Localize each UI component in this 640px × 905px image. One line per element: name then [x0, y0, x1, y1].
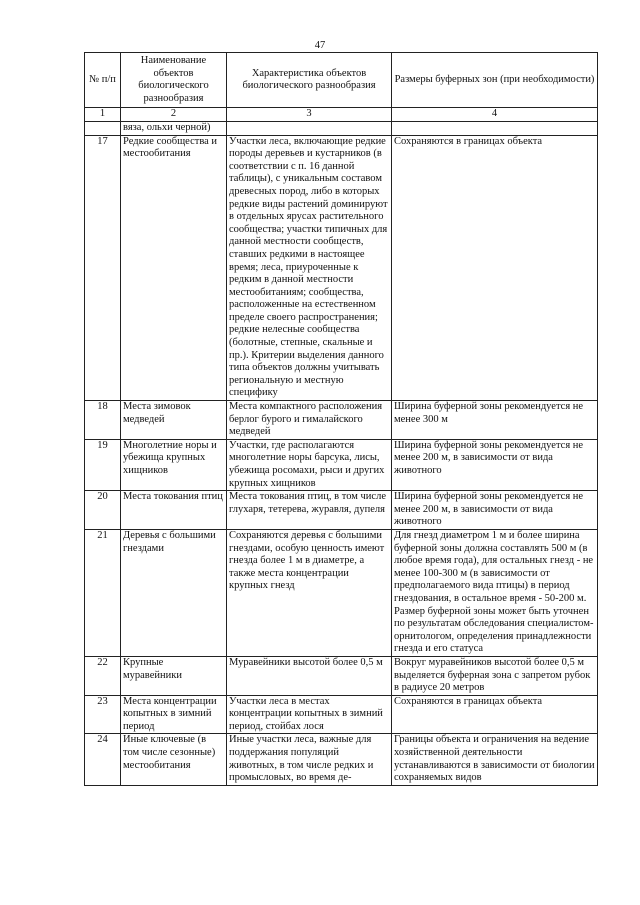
object-characteristic: Муравейники высотой более 0,5 м	[227, 656, 392, 695]
object-characteristic: Места компактного расположения берлог бурого и гималайского медведей	[227, 401, 392, 440]
header-number: № п/п	[85, 53, 121, 108]
object-name: Многолетние норы и убежища крупных хищников	[121, 439, 227, 490]
object-name: Места концентрации копытных в зимний период	[121, 695, 227, 734]
table-row	[85, 529, 598, 656]
object-characteristic: Участки леса в местах концентрации копытных в зимний период, стойбах лося	[227, 695, 392, 734]
table-row	[85, 734, 598, 785]
object-characteristic: Участки леса, включающие редкие породы деревьев и кустарников (в соответствии с п. 16 данной таблицы), с уникальным составом древесных пород, либо в которых редкие виды растений доминируют в отдельных ярусах растительного сообщества; участки типичных для данной местности сообществ, ставших редкими в настоящее время; леса, приуроченные к редким в данной местности местообитаниям; сообщества, расположенные на естественном пределе своего распространения; редкие нелесные сообщества (болотные, степные, скальные и пр.). Критерии выделения данного типа объектов должны учитывать региональную и местную специфику	[227, 135, 392, 400]
object-name: Редкие сообщества и местообитания	[121, 135, 227, 400]
column-index: 4	[392, 108, 598, 122]
object-name: Деревья с большими гнездами	[121, 529, 227, 656]
object-name: Иные ключевые (в том числе сезонные) местообитания	[121, 734, 227, 785]
row-number: 18	[85, 401, 121, 440]
buffer-zone-size: Границы объекта и ограничения на ведение хозяйственной деятельности устанавливаются в зависимости от биологии сохраняемых видов	[392, 734, 598, 785]
table-row	[85, 439, 598, 490]
table-row	[85, 135, 598, 400]
header-characteristic: Характеристика объектов биологического разнообразия	[227, 53, 392, 108]
table-row	[85, 695, 598, 734]
object-characteristic: Места токования птиц, в том числе глухаря, тетерева, журавля, дупеля	[227, 491, 392, 530]
row-number: 23	[85, 695, 121, 734]
buffer-zone-size: Ширина буферной зоны рекомендуется не менее 200 м, в зависимости от вида животного	[392, 439, 598, 490]
object-characteristic: Участки, где располагаются многолетние норы барсука, лисы, убежища росомахи, рыси и других крупных хищников	[227, 439, 392, 490]
continuation-row	[85, 121, 598, 135]
continuation-text: вяза, ольхи черной)	[121, 121, 227, 135]
object-name: Места зимовок медведей	[121, 401, 227, 440]
column-index-row	[85, 108, 598, 122]
buffer-zone-size: Ширина буферной зоны рекомендуется не менее 300 м	[392, 401, 598, 440]
row-number: 19	[85, 439, 121, 490]
biodiversity-objects-table	[84, 52, 598, 786]
object-characteristic: Иные участки леса, важные для поддержания популяций животных, в том числе редких и промысловых, во время де-	[227, 734, 392, 785]
table-row	[85, 401, 598, 440]
buffer-zone-size: Сохраняются в границах объекта	[392, 135, 598, 400]
row-number: 20	[85, 491, 121, 530]
header-name: Наименование объектов биологического разнообразия	[121, 53, 227, 108]
object-name: Крупные муравейники	[121, 656, 227, 695]
buffer-zone-size: Ширина буферной зоны рекомендуется не менее 200 м, в зависимости от вида животного	[392, 491, 598, 530]
page-number: 47	[314, 40, 326, 51]
column-index: 2	[121, 108, 227, 122]
object-characteristic: Сохраняются деревья с большими гнездами, особую ценность имеют гнезда более 1 м в диаметре, а также места концентрации крупных гнезд	[227, 529, 392, 656]
header-buffer-size: Размеры буферных зон (при необходимости)	[392, 53, 598, 108]
table-row	[85, 656, 598, 695]
row-number: 22	[85, 656, 121, 695]
buffer-zone-size: Для гнезд диаметром 1 м и более ширина буферной зоны должна составлять 500 м (в любое время года), для остальных гнезд - не менее 100-300 м (в зависимости от предполагаемого вида птицы) в период гнездования, в остальное время - 50-200 м. Размер буферной зоны может быть уточнен по результатам обследования специалистом- орнитологом, определения принадлежности гнезда и его статуса	[392, 529, 598, 656]
row-number: 17	[85, 135, 121, 400]
table-header-row	[85, 53, 598, 108]
object-name: Места токования птиц	[121, 491, 227, 530]
row-number: 21	[85, 529, 121, 656]
buffer-zone-size: Вокруг муравейников высотой более 0,5 м выделяется буферная зона с запретом рубок в радиусе 20 метров	[392, 656, 598, 695]
column-index: 3	[227, 108, 392, 122]
row-number: 24	[85, 734, 121, 785]
column-index: 1	[85, 108, 121, 122]
buffer-zone-size: Сохраняются в границах объекта	[392, 695, 598, 734]
table-row	[85, 491, 598, 530]
